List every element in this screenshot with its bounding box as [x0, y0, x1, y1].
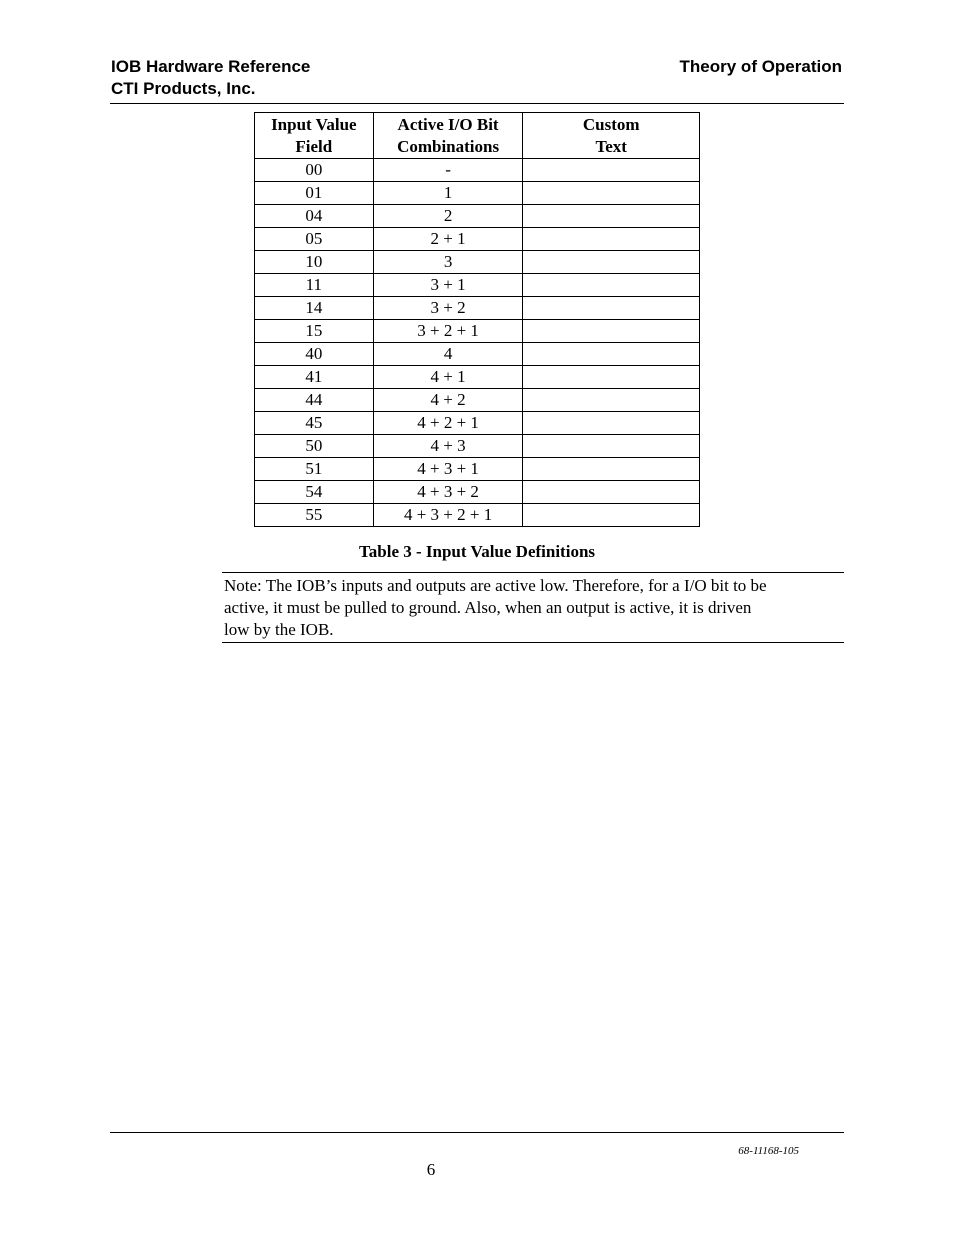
header-line: Custom — [582, 115, 640, 134]
cell-input-value: 41 — [255, 366, 374, 389]
cell-input-value: 04 — [255, 205, 374, 228]
cell-active-bits: 4 + 1 — [373, 366, 523, 389]
table-row — [255, 320, 700, 343]
cell-active-bits: 3 + 2 — [373, 297, 523, 320]
cell-custom-text — [523, 481, 700, 504]
cell-active-bits: 4 + 3 + 1 — [373, 458, 523, 481]
cell-custom-text — [523, 435, 700, 458]
cell-custom-text — [523, 228, 700, 251]
cell-custom-text — [523, 297, 700, 320]
cell-active-bits: 1 — [373, 182, 523, 205]
header-line: Text — [595, 137, 627, 156]
cell-input-value: 15 — [255, 320, 374, 343]
cell-active-bits: 2 — [373, 205, 523, 228]
table-caption: Table 3 - Input Value Definitions — [358, 542, 596, 561]
table-row — [255, 458, 700, 481]
cell-active-bits: 3 + 2 + 1 — [373, 320, 523, 343]
cell-input-value: 05 — [255, 228, 374, 251]
cell-input-value: 44 — [255, 389, 374, 412]
footer-divider — [110, 1132, 844, 1133]
column-header-active-bits — [373, 113, 523, 159]
cell-custom-text — [523, 320, 700, 343]
cell-input-value: 00 — [255, 159, 374, 182]
cell-input-value: 11 — [255, 274, 374, 297]
cell-active-bits: 4 + 3 + 2 — [373, 481, 523, 504]
cell-input-value: 45 — [255, 412, 374, 435]
cell-active-bits: 4 + 3 + 2 + 1 — [373, 504, 523, 527]
page-number: 6 — [426, 1160, 436, 1179]
cell-custom-text — [523, 159, 700, 182]
table-row — [255, 504, 700, 527]
input-value-table — [254, 112, 700, 527]
cell-input-value: 50 — [255, 435, 374, 458]
cell-active-bits: 3 — [373, 251, 523, 274]
cell-custom-text — [523, 412, 700, 435]
note-line: low by the IOB. — [224, 620, 334, 639]
header-line: Field — [295, 137, 333, 156]
cell-input-value: 54 — [255, 481, 374, 504]
note-line: active, it must be pulled to ground. Also, when an output is active, it is driven — [224, 598, 752, 617]
cell-input-value: 14 — [255, 297, 374, 320]
header-line: Combinations — [397, 137, 500, 156]
table-row — [255, 389, 700, 412]
cell-custom-text — [523, 458, 700, 481]
cell-custom-text — [523, 205, 700, 228]
cell-custom-text — [523, 343, 700, 366]
cell-active-bits: 2 + 1 — [373, 228, 523, 251]
header-left — [111, 56, 310, 100]
table-row — [255, 205, 700, 228]
table-row — [255, 251, 700, 274]
header-title: IOB Hardware Reference — [111, 57, 311, 76]
cell-active-bits: - — [373, 159, 523, 182]
table-row — [255, 297, 700, 320]
cell-input-value: 40 — [255, 343, 374, 366]
cell-custom-text — [523, 251, 700, 274]
cell-input-value: 55 — [255, 504, 374, 527]
cell-input-value: 01 — [255, 182, 374, 205]
header-divider — [110, 103, 844, 104]
table-header-row — [255, 113, 700, 159]
table-row — [255, 366, 700, 389]
table-row — [255, 343, 700, 366]
cell-input-value: 10 — [255, 251, 374, 274]
cell-custom-text — [523, 389, 700, 412]
table-row — [255, 435, 700, 458]
header-line: Active I/O Bit — [397, 115, 499, 134]
cell-active-bits: 4 — [373, 343, 523, 366]
cell-active-bits: 4 + 3 — [373, 435, 523, 458]
cell-custom-text — [523, 504, 700, 527]
note-box — [222, 572, 844, 643]
note-line: Note: The IOB’s inputs and outputs are active low. Therefore, for a I/O bit to be — [224, 576, 767, 595]
column-header-input-value — [255, 113, 374, 159]
cell-active-bits: 4 + 2 — [373, 389, 523, 412]
table-row — [255, 274, 700, 297]
cell-custom-text — [523, 274, 700, 297]
header-line: Input Value — [271, 115, 357, 134]
table-row — [255, 182, 700, 205]
cell-input-value: 51 — [255, 458, 374, 481]
cell-custom-text — [523, 182, 700, 205]
column-header-custom-text — [523, 113, 700, 159]
header-company: CTI Products, Inc. — [111, 79, 256, 98]
cell-active-bits: 3 + 1 — [373, 274, 523, 297]
cell-active-bits: 4 + 2 + 1 — [373, 412, 523, 435]
table-row — [255, 159, 700, 182]
table-row — [255, 412, 700, 435]
table-row — [255, 481, 700, 504]
header-section: Theory of Operation — [679, 57, 842, 76]
table-row — [255, 228, 700, 251]
document-number: 68-11168-105 — [738, 1145, 799, 1157]
cell-custom-text — [523, 366, 700, 389]
